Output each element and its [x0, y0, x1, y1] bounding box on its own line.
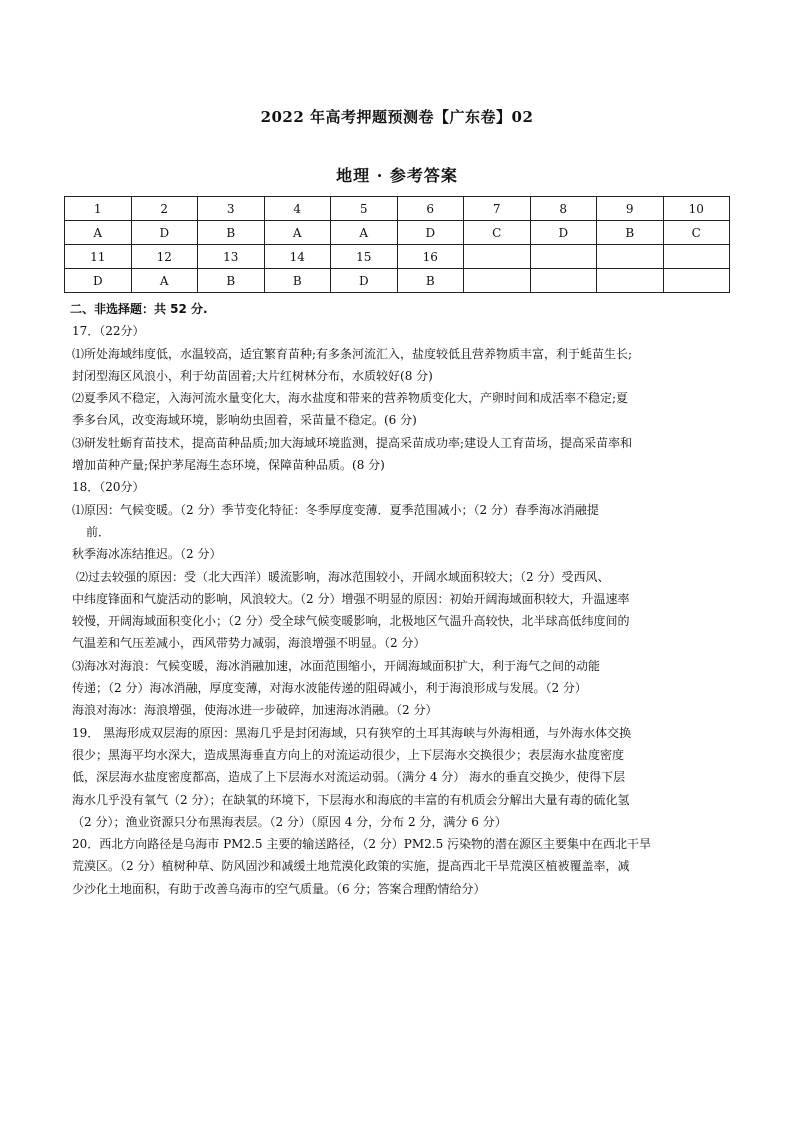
answer-table-cell: 14	[264, 245, 331, 269]
q18-line: 传递；（2 分）海冰消融，厚度变薄，对海水波能传递的阻碍减小，利于海浪形成与发展。（2 分）	[72, 681, 587, 696]
page-title: 2022 年高考押题预测卷【广东卷】02	[260, 108, 534, 126]
answer-table-cell: 10	[663, 197, 730, 221]
answer-table-cell: D	[331, 269, 398, 293]
answer-table-row	[65, 245, 730, 269]
q17-line: 增加苗种产量;保护茅尾海生态环境，保障苗种品质。(8 分)	[72, 458, 385, 473]
answer-table-cell: D	[65, 269, 132, 293]
answer-table-cell	[530, 269, 597, 293]
answer-table-cell: A	[331, 221, 398, 245]
answer-table-cell: B	[198, 221, 265, 245]
answer-table-row	[65, 221, 730, 245]
answer-table-cell: 4	[264, 197, 331, 221]
answer-table-cell	[597, 245, 664, 269]
q19-line: 低，深层海水盐度密度都高，造成了上下层海水对流运动弱。（满分 4 分） 海水的垂直交换少，使得下层	[72, 770, 626, 785]
answer-table-cell: 5	[331, 197, 398, 221]
answer-table-cell: 2	[131, 197, 198, 221]
q18-line: 较慢，开阔海域面积变化小；（2 分）受全球气候变暖影响，北极地区气温升高较快，北半球高低纬度间的	[72, 614, 630, 629]
q18-line: ⑵过去较强的原因：受（北大西洋）暖流影响，海冰范围较小，开阔水域面积较大；（2 分）受西风、	[76, 569, 610, 584]
answer-table-row	[65, 197, 730, 221]
q17-line: 封闭型海区风浪小，利于幼苗固着;大片红树林分布，水质较好(8 分)	[72, 368, 433, 383]
answer-table-cell: 3	[198, 197, 265, 221]
answer-table-cell: A	[264, 221, 331, 245]
q17-heading: 17．（22分）	[72, 324, 145, 339]
answer-body-text	[72, 298, 726, 900]
answer-table-cell: B	[597, 221, 664, 245]
q19-line: （2 分）；渔业资源只分布黑海表层。（2 分）（原因 4 分，分布 2 分，满分 6 分）	[72, 814, 507, 829]
answer-table-cell: B	[397, 269, 464, 293]
q19-line: 很少；黑海平均水深大，造成黑海垂直方向上的对流运动很少，上下层海水交换很少；表层海水盐度密度	[72, 747, 625, 762]
answer-table-cell: C	[663, 221, 730, 245]
answer-table-cell	[464, 269, 531, 293]
q17-line: ⑴所处海域纬度低，水温较高，适宜繁育苗种;有多条河流汇入，盐度较低且营养物质丰富，利于蚝苗生长;	[72, 346, 633, 361]
q18-line: 气温差和气压差减小，西风带势力减弱，海浪增强不明显。（2 分）	[72, 636, 426, 651]
answer-table-cell: D	[530, 221, 597, 245]
answer-table-cell: B	[264, 269, 331, 293]
answer-table-cell	[663, 269, 730, 293]
answer-table-cell: 13	[198, 245, 265, 269]
q17-line: ⑵夏季风不稳定，入海河流水量变化大，海水盐度和带来的营养物质变化大，产卵时间和成活率不稳定;夏	[72, 391, 629, 406]
answer-table-cell	[597, 269, 664, 293]
q20-line: 少沙化土地面积，有助于改善乌海市的空气质量。（6 分；答案合理酌情给分）	[72, 881, 486, 896]
q18-heading: 18．（20分）	[72, 480, 145, 495]
answer-table-cell: 7	[464, 197, 531, 221]
answer-table-cell: 12	[131, 245, 198, 269]
q18-line: ⑶海冰对海浪：气候变暖，海冰消融加速，冰面范围缩小，开阔海域面积扩大，利于海气之间的动能	[72, 658, 601, 673]
answer-table-row	[65, 269, 730, 293]
q18-line: ⑴原因：气候变暖。（2 分）季节变化特征：冬季厚度变薄．夏季范围减小；（2 分）春季海冰消融提	[72, 502, 599, 517]
answer-table-cell: 1	[65, 197, 132, 221]
answer-table-cell	[530, 245, 597, 269]
q17-line: ⑶研发牡蛎育苗技术，提高苗种品质;加大海域环境监测，提高采苗成功率;建设人工育苗场，提高采苗率和	[72, 435, 633, 450]
page-subtitle: 地理 · 参考答案	[336, 166, 458, 185]
answer-table-cell: B	[198, 269, 265, 293]
q18-line: 秋季海冰冻结推迟。（2 分）	[72, 547, 222, 562]
q20-line: 20．西北方向路径是乌海市 PM2.5 主要的输送路径，（2 分）PM2.5 污染物的潜在源区主要集中在西北干旱	[72, 837, 652, 852]
answer-table-cell: 15	[331, 245, 398, 269]
answer-table-cell: 6	[397, 197, 464, 221]
answer-table-cell: D	[397, 221, 464, 245]
answer-table-cell	[663, 245, 730, 269]
answer-table-cell	[464, 245, 531, 269]
q18-line: 前．	[86, 524, 111, 539]
answer-table-cell: 11	[65, 245, 132, 269]
q18-line: 海浪对海冰：海浪增强，使海冰进一步破碎，加速海冰消融。（2 分）	[72, 703, 438, 718]
q17-line: 季多台风，改变海域环境，影响幼虫固着，采苗量不稳定。(6 分)	[72, 413, 417, 428]
q18-line: 中纬度锋面和气旋活动的影响，风浪较大。（2 分）增强不明显的原因：初始开阔海域面积较大，升温速率	[72, 591, 630, 606]
answer-table	[64, 196, 730, 293]
answer-table-cell: A	[131, 269, 198, 293]
section-heading: 二、非选择题：共 52 分.	[70, 302, 208, 316]
answer-table-cell: C	[464, 221, 531, 245]
q19-line: 19． 黑海形成双层海的原因：黑海几乎是封闭海域，只有狭窄的土耳其海峡与外海相通，与外海水体交换	[72, 725, 632, 740]
answer-table-cell: 9	[597, 197, 664, 221]
q19-line: 海水几乎没有氧气（2 分）；在缺氧的环境下，下层海水和海底的丰富的有机质会分解出大量有毒的硫化氢	[72, 792, 630, 807]
answer-table-cell: A	[65, 221, 132, 245]
answer-table-cell: 16	[397, 245, 464, 269]
answer-table-cell: 8	[530, 197, 597, 221]
answer-table-cell: D	[131, 221, 198, 245]
q20-line: 荒漠区。（2 分）植树种草、防风固沙和减缓土地荒漠化政策的实施，提高西北干旱荒漠区植被覆盖率，减	[72, 859, 630, 874]
